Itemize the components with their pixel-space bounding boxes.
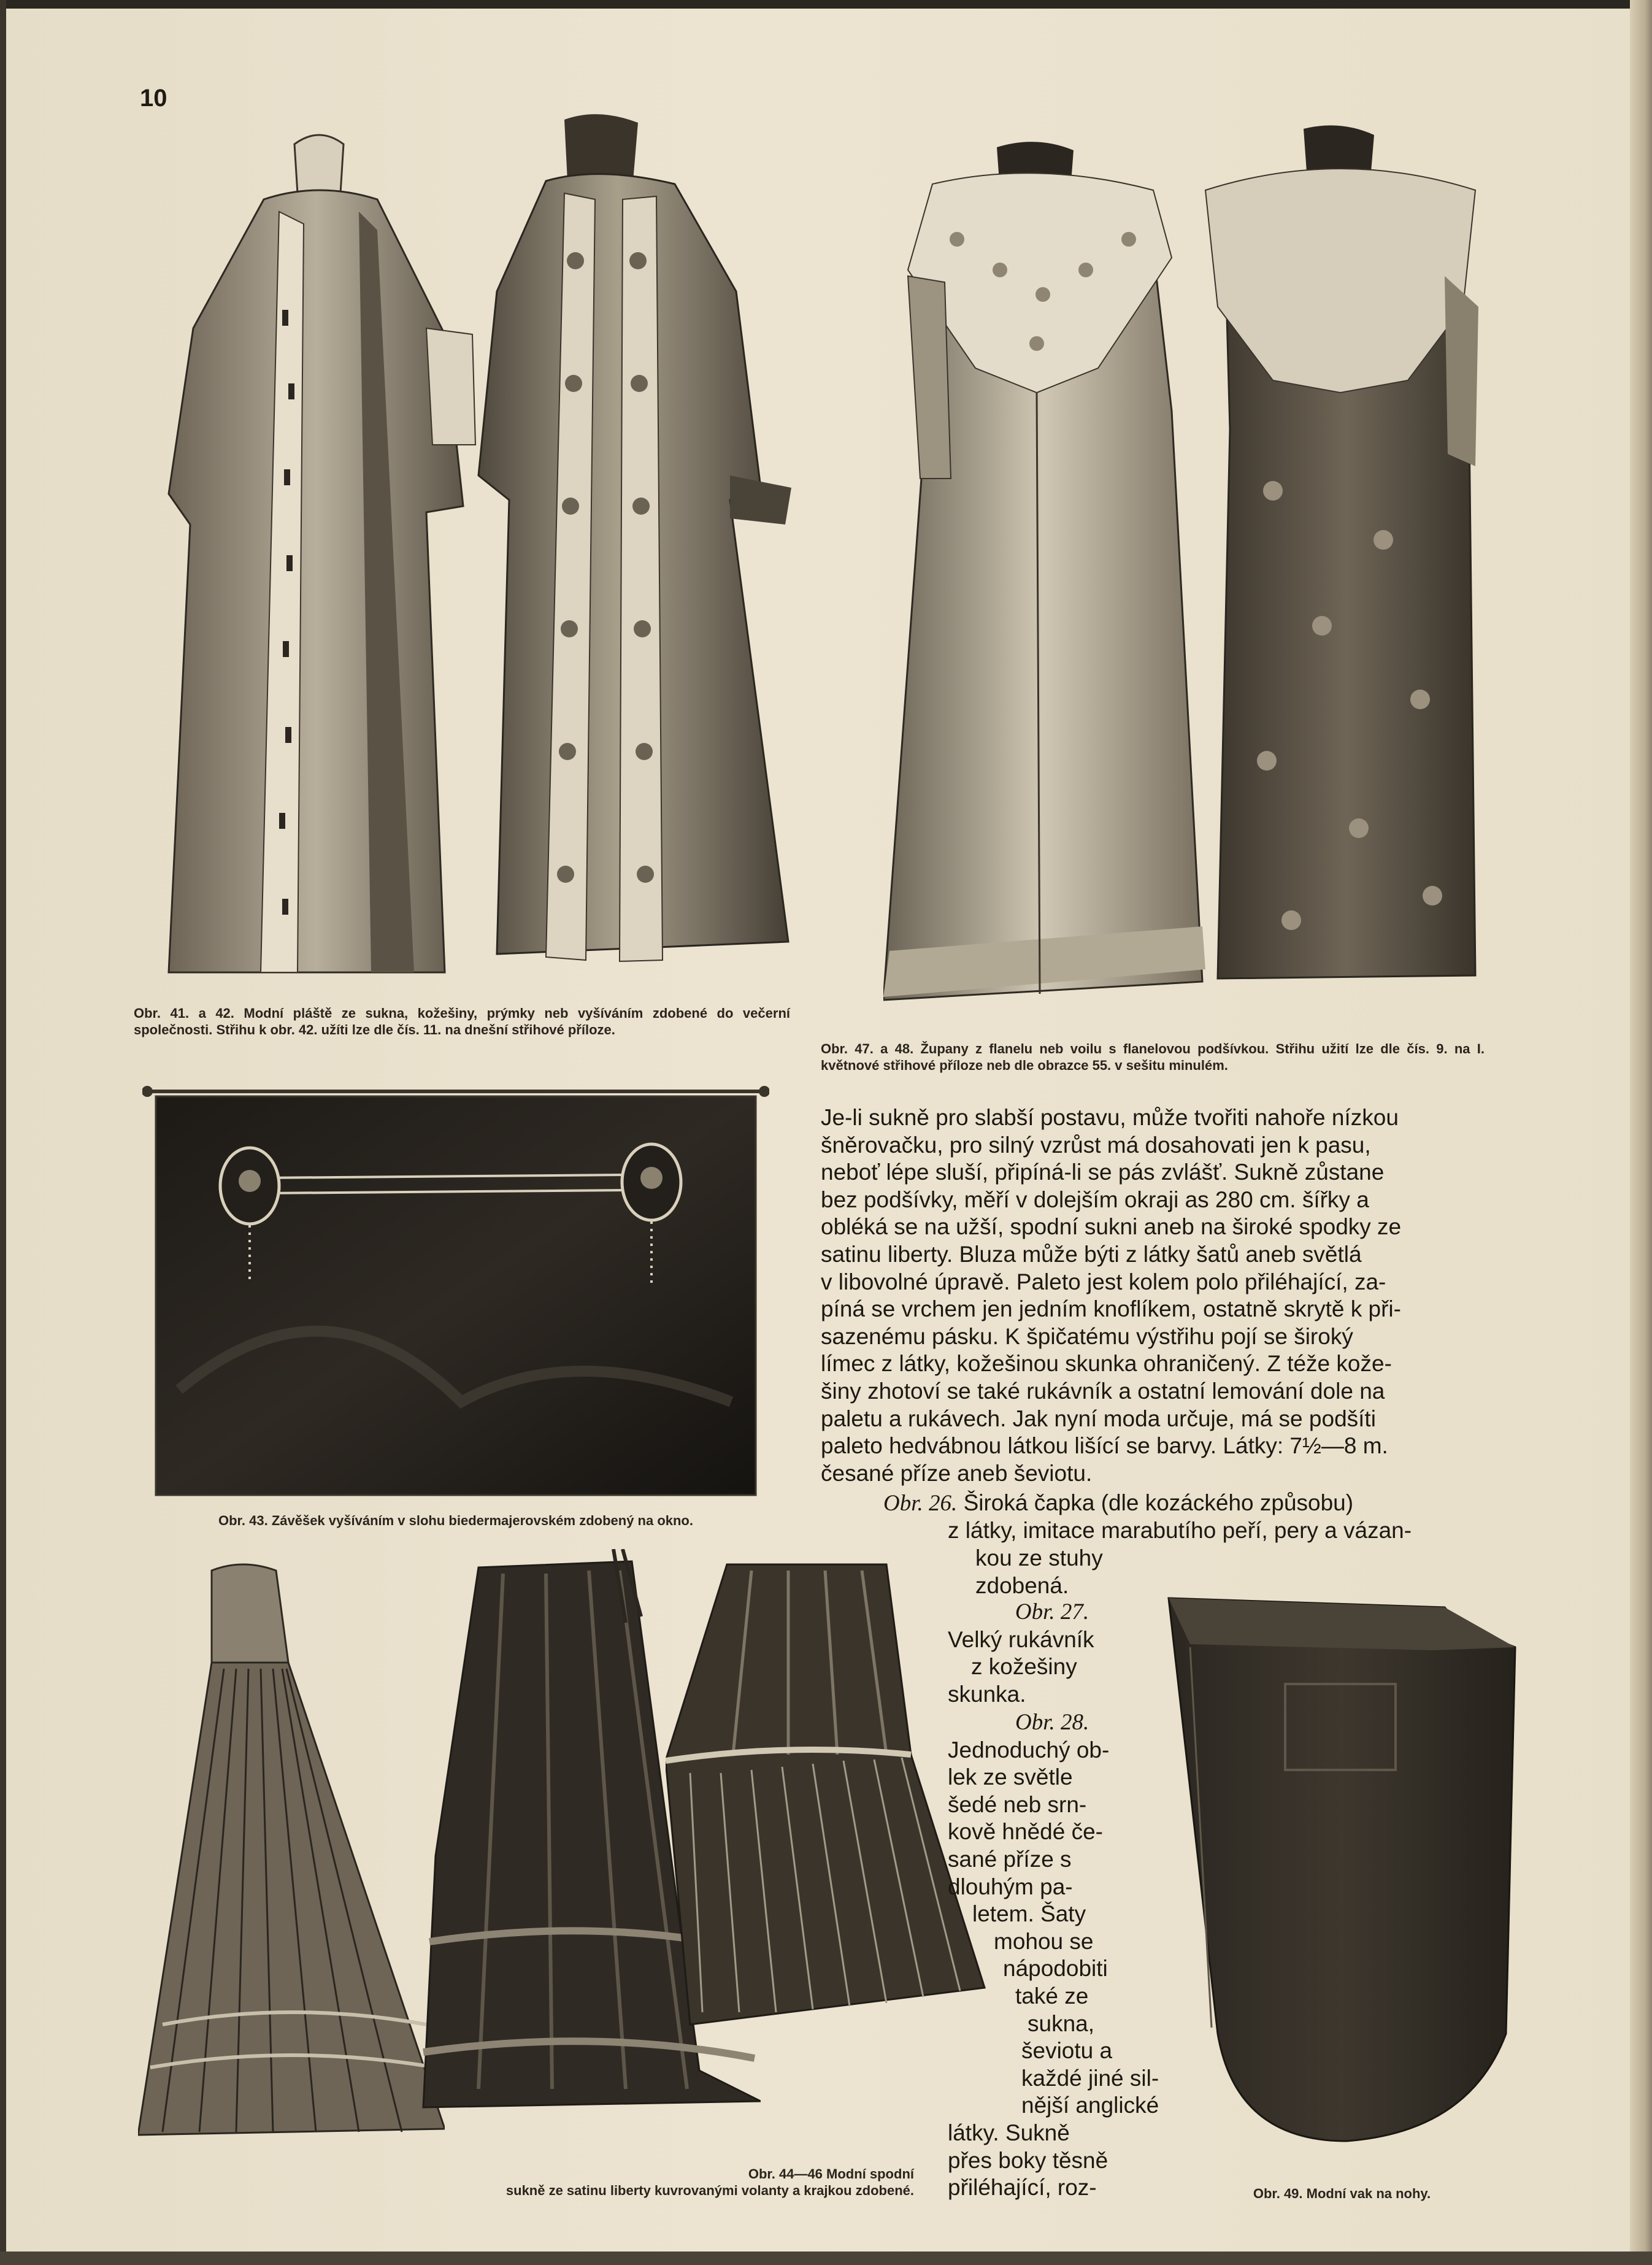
foot-muff-bag-illustration [1162, 1592, 1521, 2144]
lace-collar-dressing-gown-illustration [883, 135, 1227, 1012]
fig-26-line-1 [883, 1490, 1485, 1518]
fig-28-line: Jednoduchý ob- [948, 1737, 1110, 1763]
fig-28-line: sané příze s [948, 1846, 1072, 1872]
fig-28-line: dlouhým pa- [948, 1874, 1073, 1899]
caption-fig-49: Obr. 49. Modní vak na nohy. [1253, 2186, 1431, 2201]
fig-26-description-cont2 [975, 1545, 1221, 1599]
caption-fig-43: Obr. 43. Závěšek vyšíváním v slohu biedermajerovském zdobený na okno. [218, 1513, 693, 1528]
floral-dressing-gown-illustration [1199, 123, 1481, 988]
article-line: šiny zhotoví se také rukávník a ostatní lemování dole na [821, 1378, 1385, 1404]
fig-26-line-2: z látky, imitace marabutího peří, pery a vázan- [948, 1518, 1412, 1543]
fig-27-ref [948, 1598, 1156, 1626]
article-line: paletu a rukávech. Jak nyní moda určuje, má se podšíti [821, 1406, 1376, 1431]
fig-28-description [948, 1709, 1162, 2202]
fig-28-line: přiléhající, roz- [948, 2175, 1097, 2201]
caption-fig-44-46-line-1: Obr. 44—46 Modní spodní [748, 2166, 914, 2182]
fig-28-line: šedé neb srn- [948, 1791, 1087, 1817]
embroidered-window-curtain-illustration [142, 1083, 769, 1500]
fig-27-description [948, 1598, 1156, 1708]
fig-26-description-cont [948, 1517, 1500, 1545]
fig-28-line: kově hnědé če- [948, 1819, 1104, 1845]
fig-27-line: z kožešiny [971, 1654, 1077, 1680]
fig-27-line: skunka. [948, 1681, 1026, 1707]
fig-28-line: mohou se [994, 1928, 1094, 1954]
article-paragraph [821, 1104, 1483, 1487]
caption-fig-44-46-line-2: sukně ze satinu liberty kuvrovanými volanty a krajkou zdobené. [505, 2183, 914, 2198]
caption-fig-41-42: Obr. 41. a 42. Modní pláště ze sukna, kožešiny, prýmky neb vyšíváním zdobené do večerní společnosti. Střihu k obr. 42. užíti lze dle čís. 11. na dnešní střihové příloze. [134, 1006, 790, 1037]
caption-fig-47-48: Obr. 47. a 48. Župany z flanelu neb voilu s flanelovou podšívkou. Střihu užití lze dle čís. 9. na I. květnové střihové příloze neb dle obrazce 55. v sešitu minulém. [821, 1041, 1485, 1073]
article-line: satinu liberty. Bluza může býti z látky šatů aneb světlá [821, 1241, 1362, 1267]
scan-top-border [0, 0, 1652, 9]
fig-28-line: látky. Sukně [948, 2120, 1070, 2145]
fig-26-text: Široká čapka (dle kozáckého způsobu) [963, 1490, 1354, 1515]
article-line: límec z látky, kožešinou skunka ohraničený. Z téže kože- [821, 1351, 1392, 1377]
fig-28-line: nápodobiti [1003, 1956, 1108, 1982]
article-line: neboť lépe sluší, připíná-li se pás zvlášť. Sukně zůstane [821, 1159, 1385, 1185]
fig-27-line: Velký rukávník [948, 1626, 1094, 1652]
fig-28-line: přes boky těsně [948, 2147, 1108, 2173]
fig-28-line: ševiotu a [1021, 2038, 1113, 2064]
fig-28-line: každé jiné sil- [1021, 2065, 1159, 2091]
page-number: 10 [140, 85, 167, 112]
fig-28-line: letem. Šaty [972, 1901, 1086, 1927]
scan-left-border [0, 0, 6, 2265]
caption-fig-44-46 [344, 2166, 914, 2199]
fig-26-line-4: zdobená. [975, 1572, 1069, 1598]
fig-26-line-3: kou ze stuhy [975, 1545, 1103, 1571]
article-line: obléká se na užší, spodní sukni aneb na široké spodky ze [821, 1214, 1402, 1240]
article-line: sazenému pásku. K špičatému výstřihu pojí se široký [821, 1323, 1353, 1349]
fig-28-ref-text: Obr. 28. [1015, 1710, 1089, 1735]
embroidered-evening-coat-illustration [472, 107, 807, 979]
scan-right-edge [1630, 0, 1652, 2265]
article-line: píná se vrchem jen jedním knoflíkem, ostatně skrytě k při- [821, 1296, 1401, 1322]
article-line: česané příze aneb ševiotu. [821, 1460, 1093, 1486]
article-line: paleto hedvábnou látkou lišící se barvy. Látky: 7½—8 m. [821, 1433, 1388, 1459]
fig-28-line: také ze [1015, 1983, 1089, 2009]
article-line: šněrovačku, pro silný vzrůst má dosahovati jen k pasu, [821, 1132, 1371, 1158]
fig-27-ref-text: Obr. 27. [1015, 1599, 1089, 1625]
article-line: v libovolné úpravě. Paleto jest kolem polo přiléhající, za- [821, 1269, 1386, 1294]
fig-28-line: lek ze světle [948, 1764, 1073, 1790]
pleated-petticoat-illustration [138, 1558, 445, 2147]
article-line: bez podšívky, měří v dolejším okraji as 280 cm. šířky a [821, 1186, 1369, 1212]
fur-trimmed-evening-cloak-illustration [156, 126, 482, 985]
fig-28-line: nější anglické [1021, 2093, 1159, 2118]
article-line: Je-li sukně pro slabší postavu, může tvořiti nahoře nízkou [821, 1105, 1399, 1130]
scan-bottom-edge [0, 2252, 1652, 2265]
fig-26-description [883, 1490, 1485, 1518]
fig-28-line: sukna, [1028, 2010, 1095, 2036]
fig-26-ref: Obr. 26. [883, 1491, 958, 1516]
fig-28-ref [948, 1709, 1162, 1737]
